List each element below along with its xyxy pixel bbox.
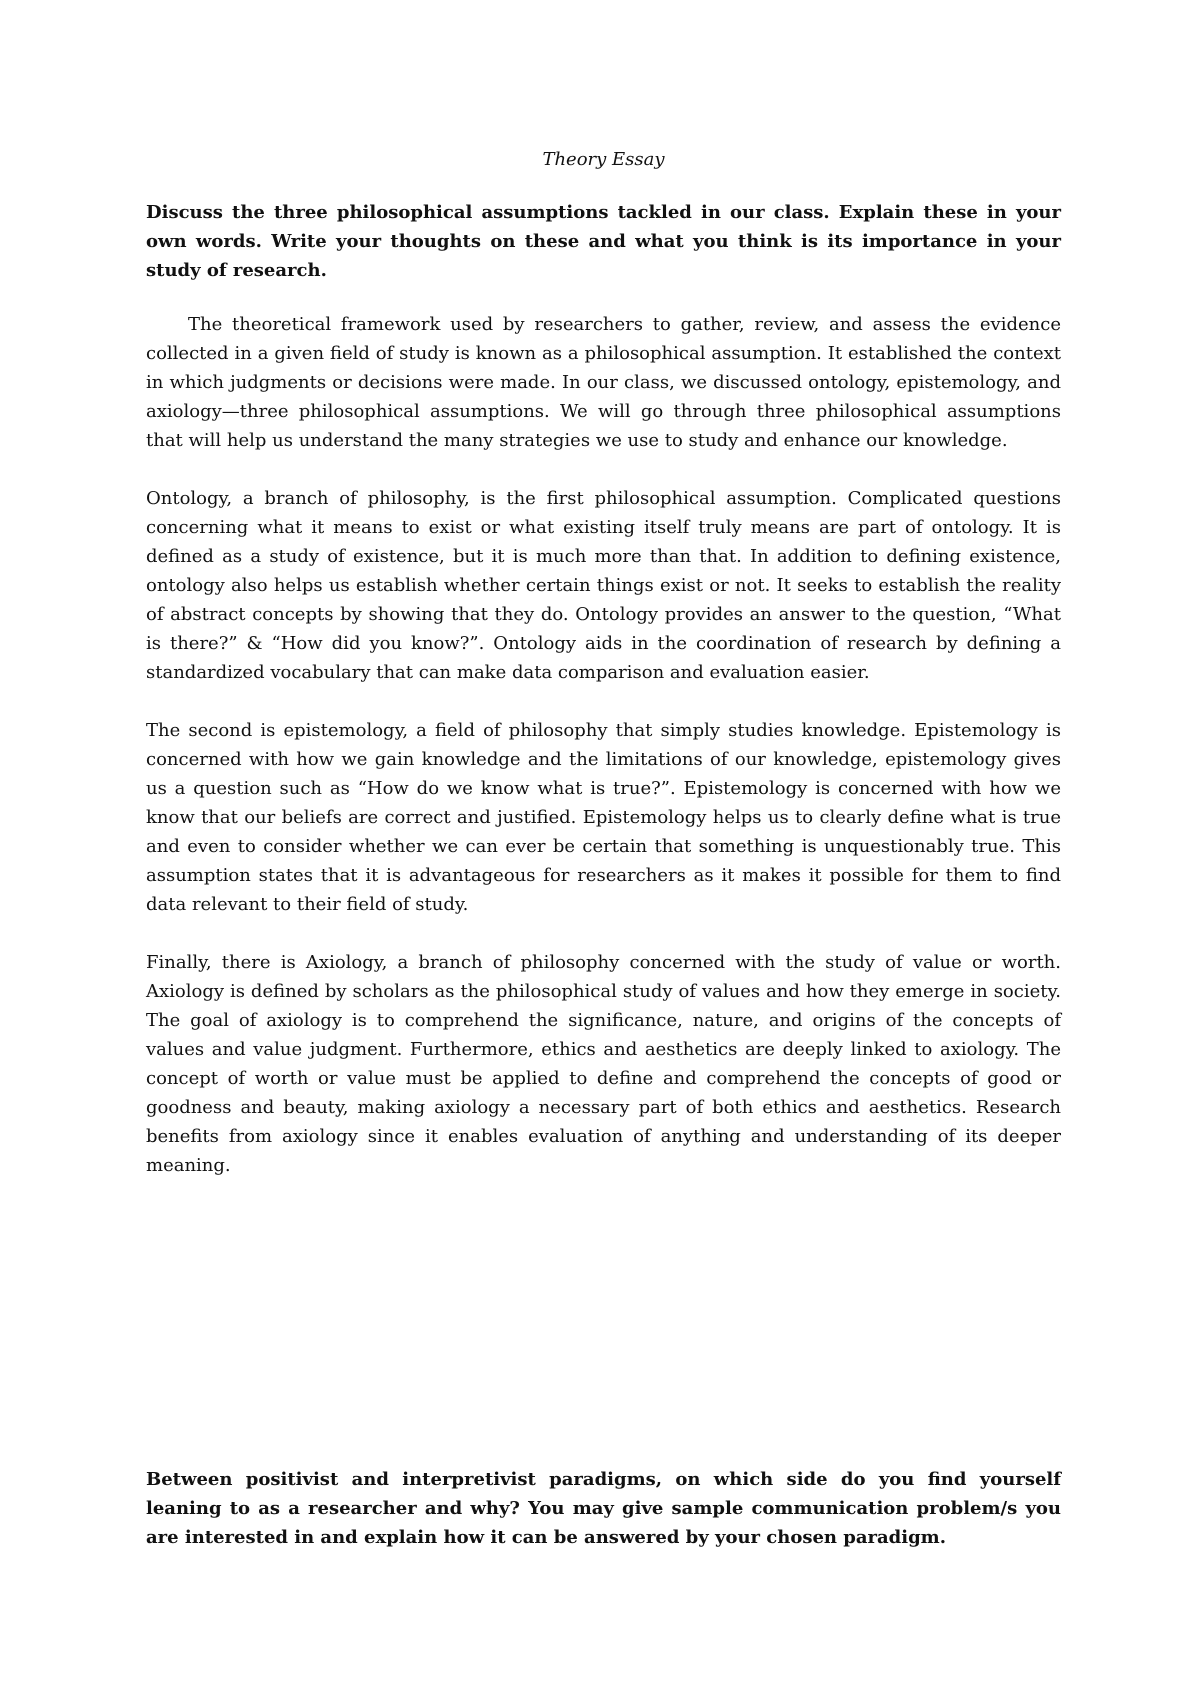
essay-prompt-2: Between positivist and interpretivist paradigms, on which side do you find yourself leaning to as a researcher and why? You may give sample communication problem/s you are interested in and explain how it can be answered by your chosen paradigm. (146, 1469, 1061, 1548)
spacer (146, 919, 1061, 948)
spacer (146, 687, 1061, 716)
essay-prompt-1: Discuss the three philosophical assumptions tackled in our class. Explain these in your own words. Write your thoughts on these and what you think is its importance in your study of research. (146, 202, 1061, 281)
spacer (146, 455, 1061, 484)
paragraph-axiology: Finally, there is Axiology, a branch of philosophy concerned with the study of value or worth. Axiology is defined by scholars as the philosophical study of values and how they emerge in society. The goal of axiology is to comprehend the significance, nature, and origins of the concepts of values and value judgment. Furthermore, ethics and aesthetics are deeply linked to axiology. The concept of worth or value must be applied to define and comprehend the concepts of good or goodness and beauty, making axiology a necessary part of both ethics and aesthetics. Research benefits from axiology since it enables evaluation of anything and understanding of its deeper meaning. (146, 952, 1061, 1176)
essay-body (146, 148, 1061, 1180)
essay-prompt-2-container (146, 1465, 1061, 1552)
spacer (146, 285, 1061, 310)
paragraph-epistemology: The second is epistemology, a field of philosophy that simply studies knowledge. Epistemology is concerned with how we gain knowledge and the limitations of our knowledge, epistemology gives us a question such as “How do we know what is true?”. Epistemology is concerned with how we know that our beliefs are correct and justified. Epistemology helps us to clearly define what is true and even to consider whether we can ever be certain that something is unquestionably true. This assumption states that it is advantageous for researchers as it makes it possible for them to find data relevant to their field of study. (146, 720, 1061, 915)
document-title: Theory Essay (542, 149, 665, 170)
paragraph-intro: The theoretical framework used by researchers to gather, review, and assess the evidence collected in a given field of study is known as a philosophical assumption. It established the context in which judgments or decisions were made. In our class, we discussed ontology, epistemology, and axiology—three philosophical assumptions. We will go through three philosophical assumptions that will help us understand the many strategies we use to study and enhance our knowledge. (146, 314, 1061, 451)
paragraph-ontology: Ontology, a branch of philosophy, is the first philosophical assumption. Complicated questions concerning what it means to exist or what existing itself truly means are part of ontology. It is defined as a study of existence, but it is much more than that. In addition to defining existence, ontology also helps us establish whether certain things exist or not. It seeks to establish the reality of abstract concepts by showing that they do. Ontology provides an answer to the question, “What is there?” & “How did you know?”. Ontology aids in the coordination of research by defining a standardized vocabulary that can make data comparison and evaluation easier. (146, 488, 1061, 683)
